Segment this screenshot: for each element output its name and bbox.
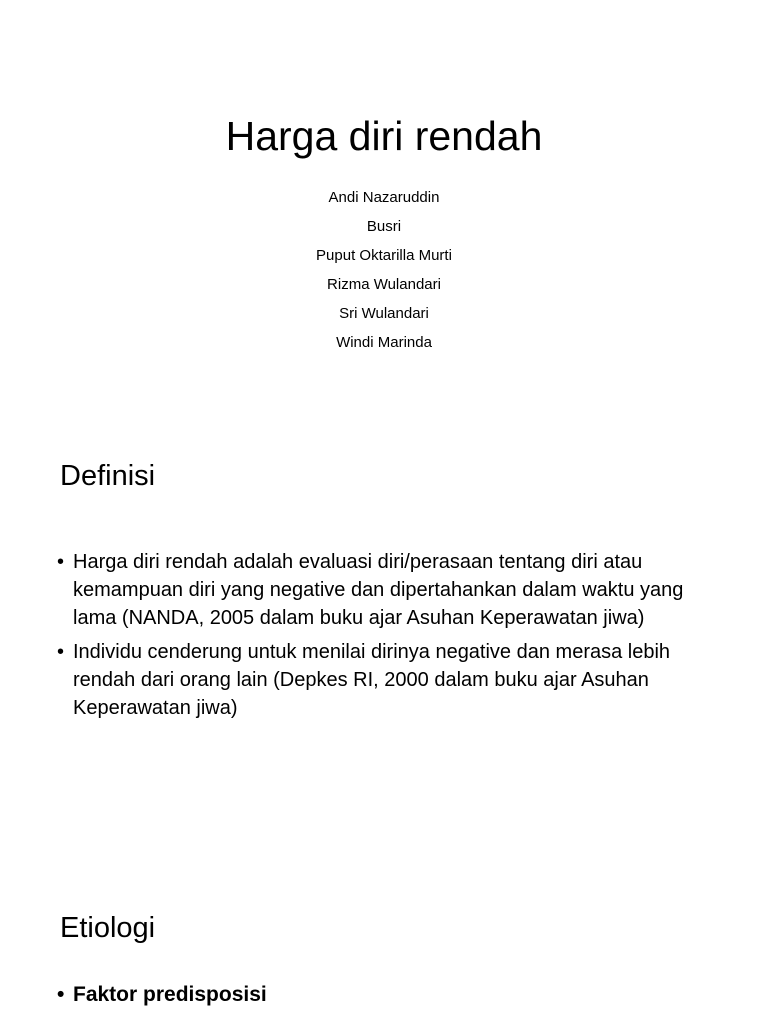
bullet-text: Harga diri rendah adalah evaluasi diri/perasaan tentang diri atau kemampuan diri yang negative dan dipertahankan dalam waktu yang lama (NANDA, 2005 dalam buku ajar Asuhan Keperawatan jiwa) (73, 551, 684, 629)
bullet-item (57, 548, 717, 632)
author-name: Puput Oktarilla Murti (316, 247, 452, 264)
slide-heading: Etiologi (60, 912, 156, 944)
bullet-list (57, 981, 717, 1015)
bullet-icon: • (57, 983, 65, 1006)
author-name: Sri Wulandari (339, 305, 429, 322)
author-name: Busri (366, 218, 402, 235)
author-name: Andi Nazaruddin (328, 189, 440, 206)
bullet-icon: • (57, 551, 65, 573)
slide-definisi (0, 432, 768, 864)
bullet-icon: • (57, 641, 65, 663)
presentation-title: Harga diri rendah (225, 113, 543, 159)
author-name: Windi Marinda (336, 334, 432, 351)
author-list (0, 183, 768, 357)
slide-title (0, 0, 768, 432)
slide-etiologi (0, 864, 768, 1024)
slide-heading: Definisi (60, 460, 156, 492)
bullet-item (57, 638, 717, 722)
author-name: Rizma Wulandari (327, 276, 441, 293)
bullet-text: Faktor predisposisi (73, 983, 267, 1006)
bullet-text: Individu cenderung untuk menilai dirinya negative dan merasa lebih rendah dari orang lain (Depkes RI, 2000 dalam buku ajar Asuhan Keperawatan jiwa) (73, 641, 671, 719)
bullet-item (57, 981, 717, 1009)
bullet-list (57, 548, 717, 728)
